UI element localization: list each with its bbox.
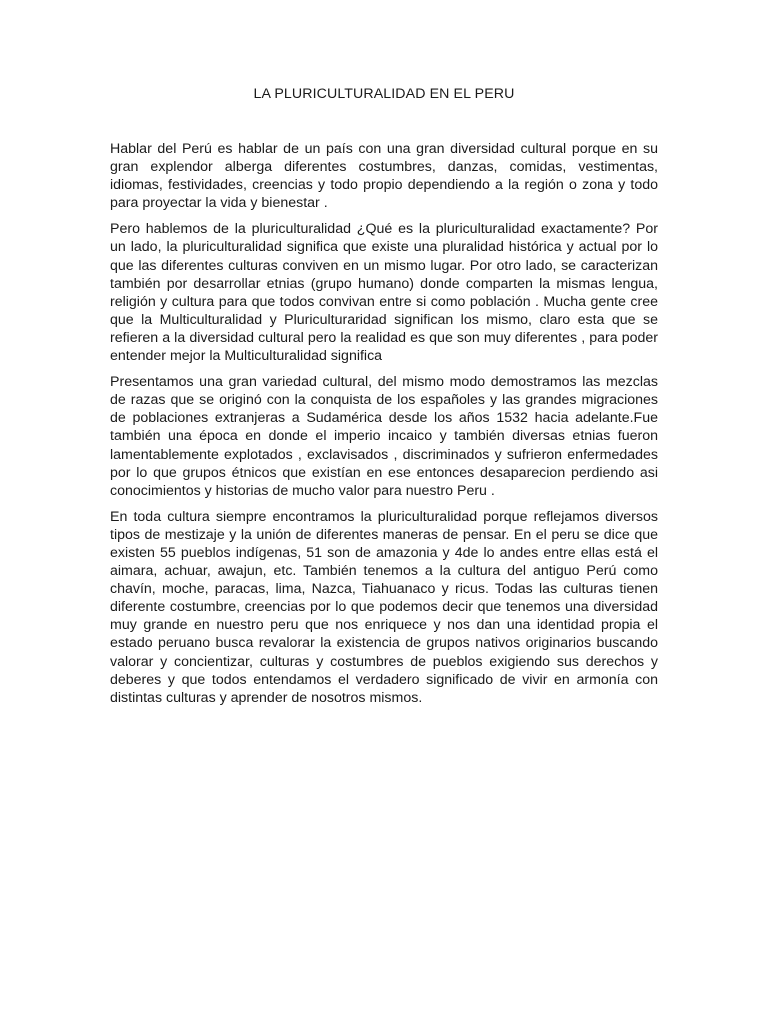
- document-title: LA PLURICULTURALIDAD EN EL PERU: [253, 86, 515, 102]
- paragraph-1: Hablar del Perú es hablar de un país con una gran diversidad cultural porque en su gran explendor alberga diferentes costumbres, danzas, comidas, vestimentas, idiomas, festividades, creencias y todo propio dependiendo a la región o zona y todo para proyectar la vida y bienestar .: [110, 141, 658, 212]
- document-body: [110, 140, 658, 715]
- paragraph-4: En toda cultura siempre encontramos la pluriculturalidad porque reflejamos diversos tipos de mestizaje y la unión de diferentes maneras de pensar. En el peru se dice que existen 55 pueblos indígenas, 51 son de amazonia y 4de lo andes entre ellas está el aimara, achuar, awajun, etc. También tenemos a la cultura del antiguo Perú como chavín, moche, paracas, lima, Nazca, Tiahuanaco y ricus. Todas las culturas tienen diferente costumbre, creencias por lo que podemos decir que tenemos una diversidad muy grande en nuestro peru que nos enriquece y nos dan una identidad propia el estado peruano busca revalorar la existencia de grupos nativos originarios buscando valorar y concientizar, culturas y costumbres de pueblos exigiendo sus derechos y deberes y que todos entendamos el verdadero significado de vivir en armonía con distintas culturas y aprender de nosotros mismos.: [110, 508, 658, 706]
- paragraph-3: Presentamos una gran variedad cultural, del mismo modo demostramos las mezclas de razas que se originó con la conquista de los españoles y las grandes migraciones de poblaciones extranjeras a Sudamérica desde los años 1532 hacia adelante.Fue también una época en donde el imperio incaico y también diversas etnias fueron lamentablemente explotados , exclavisados , discriminados y sufrieron enfermedades por lo que grupos étnicos que existían en ese entonces desaparecion perdiendo asi conocimientos y historias de mucho valor para nuestro Peru .: [110, 374, 658, 499]
- paragraph-2: Pero hablemos de la pluriculturalidad ¿Qué es la pluriculturalidad exactamente? Por un lado, la pluriculturalidad significa que existe una pluralidad histórica y actual por lo que las diferentes culturas conviven en un mismo lugar. Por otro lado, se caracterizan también por desarrollar etnias (grupo humano) donde comparten la mismas lengua, religión y cultura para que todos convivan entre si como población . Mucha gente cree que la Multiculturalidad y Pluriculturaridad significan los mismo, claro esta que se refieren a la diversidad cultural pero la realidad es que son muy diferentes , para poder entender mejor la Multiculturalidad significa: [110, 221, 658, 365]
